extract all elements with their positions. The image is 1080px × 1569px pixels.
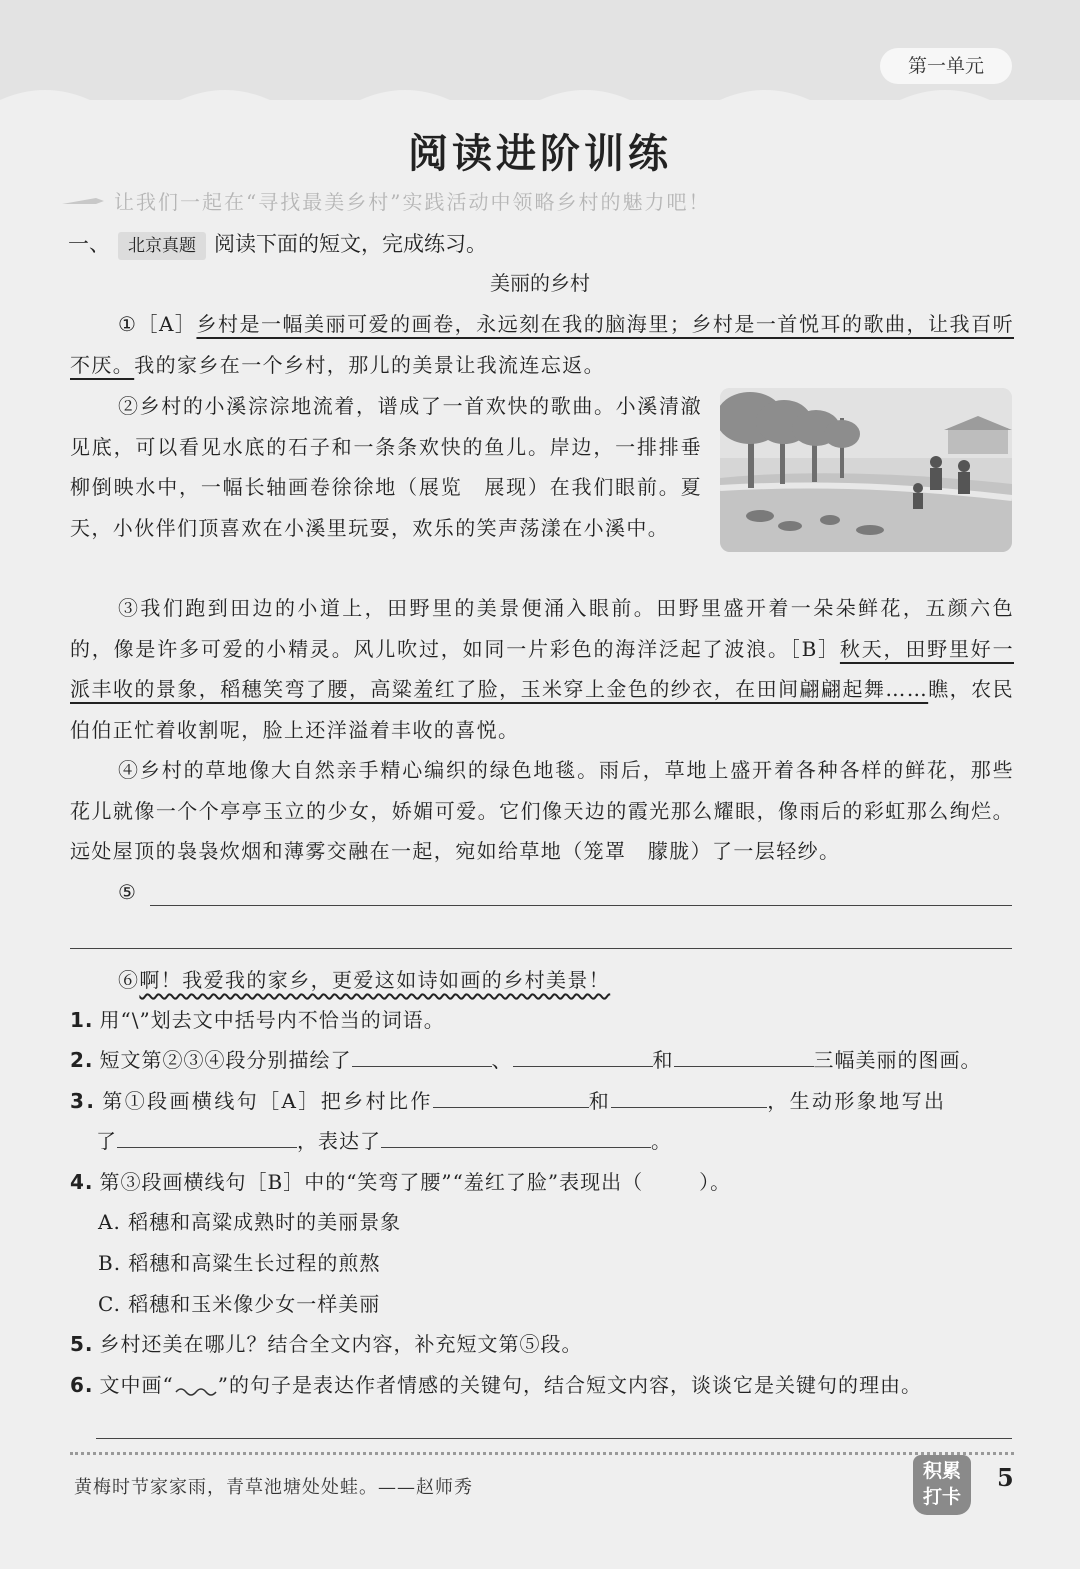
paragraph-5-label: ⑤ bbox=[118, 880, 138, 904]
paragraph-3-rest: 瞧，农民伯伯正忙着收割呢，脸上还洋溢着丰收的喜悦。 bbox=[70, 677, 1014, 742]
story-title: 美丽的乡村 bbox=[490, 271, 590, 295]
question-4-text-a: 第③段画横线句［B］中的“笑弯了腰”“羞红了脸”表现出（ bbox=[99, 1170, 644, 1194]
question-3-text-b: ，生动形象地写出 bbox=[767, 1089, 947, 1113]
question-3-blank-1[interactable] bbox=[433, 1085, 589, 1108]
badge-line-1: 积累 bbox=[922, 1460, 961, 1482]
paragraph-3-start: ③我们跑到田边的小道上，田野里的美景便涌入眼前。田野里盛开着一朵朵鲜花，五颜六色的，像是许多可爱的小精灵。风儿吹过，如同一片彩色的海洋泛起了波浪。［B］ bbox=[70, 596, 1014, 661]
section-heading bbox=[68, 226, 1008, 262]
footer-divider bbox=[70, 1452, 1014, 1455]
wavy-line-icon bbox=[174, 1374, 218, 1398]
question-4 bbox=[70, 1162, 1014, 1203]
intro-text: 让我们一起在“寻找最美乡村”实践活动中领略乡村的魅力吧！ bbox=[114, 190, 711, 214]
unit-tag: 第一单元 bbox=[880, 48, 1012, 84]
paragraph-5-answer-line-2[interactable] bbox=[70, 948, 1012, 949]
question-4-number: 4. bbox=[70, 1170, 94, 1194]
question-6-number: 6. bbox=[70, 1373, 94, 1397]
question-3-text-e: 。 bbox=[651, 1129, 672, 1153]
badge-line-2: 打卡 bbox=[922, 1486, 961, 1508]
question-3-blank-3[interactable] bbox=[117, 1125, 297, 1148]
question-3-blank-4[interactable] bbox=[381, 1125, 651, 1148]
stream-illustration bbox=[720, 388, 1012, 552]
source-tag: 北京真题 bbox=[118, 232, 206, 260]
pen-icon bbox=[60, 194, 106, 208]
question-2-blank-1[interactable] bbox=[352, 1044, 492, 1067]
question-3-text-d: ，表达了 bbox=[297, 1129, 381, 1153]
question-3-text-c: 了 bbox=[96, 1129, 117, 1153]
marker-a: ①［A］ bbox=[118, 312, 197, 336]
paragraph-5-answer-line-1[interactable] bbox=[150, 905, 1012, 906]
question-3-line-2 bbox=[96, 1121, 1040, 1162]
section-instruction: 阅读下面的短文，完成练习。 bbox=[214, 232, 487, 256]
question-1-number: 1. bbox=[70, 1008, 94, 1032]
question-3-number: 3. bbox=[70, 1089, 97, 1113]
paragraph-2: ②乡村的小溪淙淙地流着，谱成了一首欢快的歌曲。小溪清澈见底，可以看见水底的石子和一条条欢快的鱼儿。岸边，一排排垂柳倒映水中，一幅长轴画卷徐徐地（展览 展现）在我们眼前。夏天，小伙伴们顶喜欢在小溪里玩耍，欢乐的笑声荡漾在小溪中。 bbox=[70, 394, 702, 540]
page-title: 阅读进阶训练 bbox=[408, 131, 672, 177]
underlined-sentence-b: 秋天，田野里好一派丰收的景象，稻穗笑弯了腰，高粱羞红了脸，玉米穿上金色的纱衣，在田间翩翩起舞…… bbox=[70, 636, 1014, 702]
option-c[interactable]: C. 稻穗和玉米像少女一样美丽 bbox=[98, 1292, 381, 1316]
footer-quote: 黄梅时节家家雨，青草池塘处处蛙。——赵师秀 bbox=[74, 1477, 473, 1498]
underlined-sentence-a: 乡村是一幅美丽可爱的画卷，永远刻在我的脑海里；乡村是一首悦耳的歌曲，让我百听不厌。 bbox=[70, 312, 1014, 377]
question-5-number: 5. bbox=[70, 1332, 94, 1356]
paragraph-3 bbox=[70, 588, 1014, 750]
paragraph-4: ④乡村的草地像大自然亲手精心编织的绿色地毯。雨后，草地上盛开着各种各样的鲜花，那些花儿就像一个个亭亭玉立的少女，娇媚可爱。它们像天边的霞光那么耀眼，像雨后的彩虹那么绚烂。远处屋顶的袅袅炊烟和薄雾交融在一起，宛如给草地（笼罩 朦胧）了一层轻纱。 bbox=[70, 758, 1014, 864]
question-1-text: 用“\”划去文中括号内不恰当的词语。 bbox=[99, 1008, 445, 1032]
question-6-text-b: ”的句子是表达作者情感的关键句，结合短文内容，谈谈它是关键句的理由。 bbox=[217, 1373, 922, 1397]
question-2 bbox=[70, 1040, 1014, 1081]
paragraph-6 bbox=[70, 960, 1014, 1001]
question-2-sep: 、 bbox=[491, 1048, 513, 1072]
question-6 bbox=[70, 1365, 1014, 1406]
question-2-text-a: 短文第②③④段分别描绘了 bbox=[99, 1048, 352, 1072]
question-3-text-a: 第①段画横线句［A］把乡村比作 bbox=[102, 1089, 433, 1113]
paragraph-1-rest: 我的家乡在一个乡村，那儿的美景让我流连忘返。 bbox=[134, 352, 606, 377]
question-3 bbox=[70, 1081, 1014, 1122]
question-2-blank-2[interactable] bbox=[513, 1044, 653, 1067]
wavy-key-sentence: 啊！我爱我的家乡，更爱这如诗如画的乡村美景！ bbox=[139, 968, 611, 992]
question-4-text-b: ）。 bbox=[699, 1170, 732, 1194]
option-a[interactable]: A. 稻穗和高粱成熟时的美丽景象 bbox=[98, 1210, 402, 1234]
question-3-blank-2[interactable] bbox=[611, 1085, 767, 1108]
question-2-and: 和 bbox=[652, 1048, 674, 1072]
question-2-blank-3[interactable] bbox=[674, 1044, 814, 1067]
checkin-badge bbox=[913, 1455, 971, 1515]
question-3-and: 和 bbox=[588, 1089, 612, 1113]
question-5-text: 乡村还美在哪儿？结合全文内容，补充短文第⑤段。 bbox=[99, 1332, 583, 1356]
section-number: 一、 bbox=[68, 232, 110, 256]
question-6-text-a: 文中画“ bbox=[99, 1373, 174, 1397]
page-number: 5 bbox=[997, 1463, 1014, 1492]
question-2-number: 2. bbox=[70, 1048, 94, 1072]
question-1 bbox=[70, 1000, 1014, 1041]
question-5 bbox=[70, 1324, 1014, 1365]
paragraph-6-lead: ⑥ bbox=[118, 968, 140, 992]
question-6-answer-line[interactable] bbox=[96, 1438, 1012, 1439]
option-b[interactable]: B. 稻穗和高粱生长过程的煎熬 bbox=[98, 1251, 381, 1275]
paragraph-1 bbox=[70, 304, 1014, 385]
question-2-text-b: 三幅美丽的图画。 bbox=[813, 1048, 982, 1072]
intro-line bbox=[60, 186, 1020, 226]
